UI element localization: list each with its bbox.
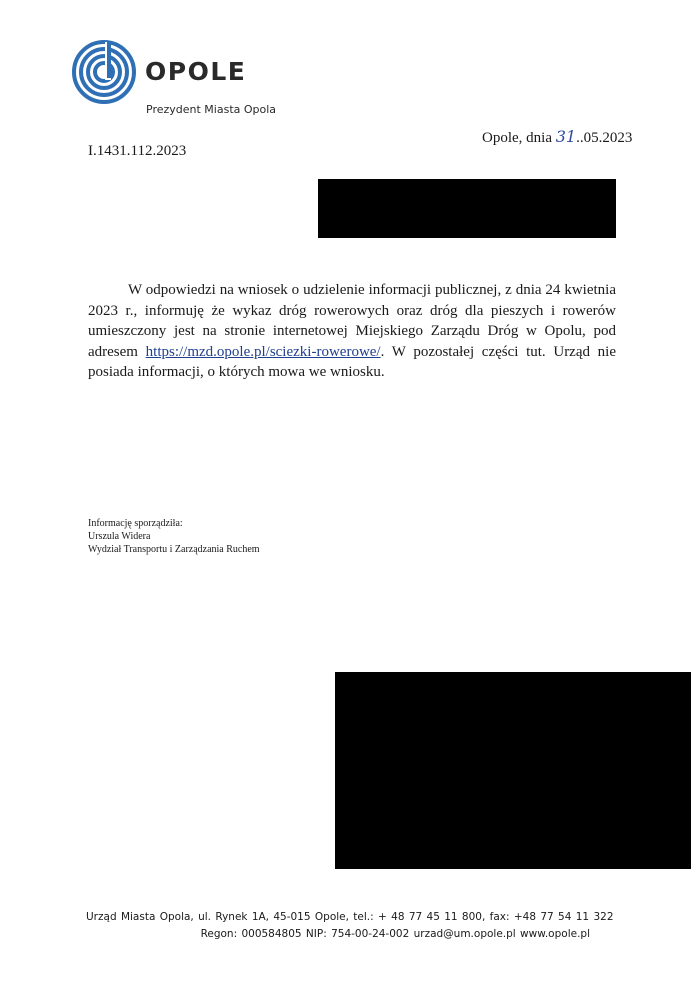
office-registry-line: Regon: 000584805 NIP: 754-00-24-002 urzad@um.opole.pl www.opole.pl <box>200 928 590 940</box>
logo-wordmark: OPOLE <box>145 57 247 86</box>
bike-paths-link[interactable]: https://mzd.opole.pl/sciezki-rowerowe/ <box>145 343 381 360</box>
body-paragraph: W odpowiedzi na wniosek o udzielenie informacji publicznej, z dnia 24 kwietnia 2023 r., informuję że wykaz dróg rowerowych oraz dróg dla pieszych i rowerów umieszczony jest na stronie internetowej Miejskiego Zarządu Dróg w Opolu, pod adresem https://mzd.opole.pl/sciezki-rowerowe/. W pozostałej części tut. Urząd nie posiada informacji, o których mowa we wniosku. <box>88 282 616 380</box>
redacted-signature-block <box>335 672 691 869</box>
logo-subtitle: Prezydent Miasta Opola <box>146 103 277 116</box>
prepared-by-block <box>88 517 260 556</box>
office-address-line: Urząd Miasta Opola, ul. Rynek 1A, 45-015 Opole, tel.: + 48 77 45 11 800, fax: +48 77 54 11 322 <box>86 911 614 923</box>
prepared-by-department: Wydział Transportu i Zarządzania Ruchem <box>88 544 260 555</box>
opole-logo-icon <box>72 40 136 104</box>
prepared-by-name: Urszula Widera <box>88 531 151 542</box>
prepared-by-label: Informację sporządziła: <box>88 518 183 529</box>
redacted-addressee-block <box>318 179 616 238</box>
handwritten-day: 31 <box>555 127 577 146</box>
reference-number: I.1431.112.2023 <box>88 143 187 159</box>
document-date: Opole, dnia 31..05.2023 <box>482 127 633 146</box>
office-footer <box>86 909 614 943</box>
